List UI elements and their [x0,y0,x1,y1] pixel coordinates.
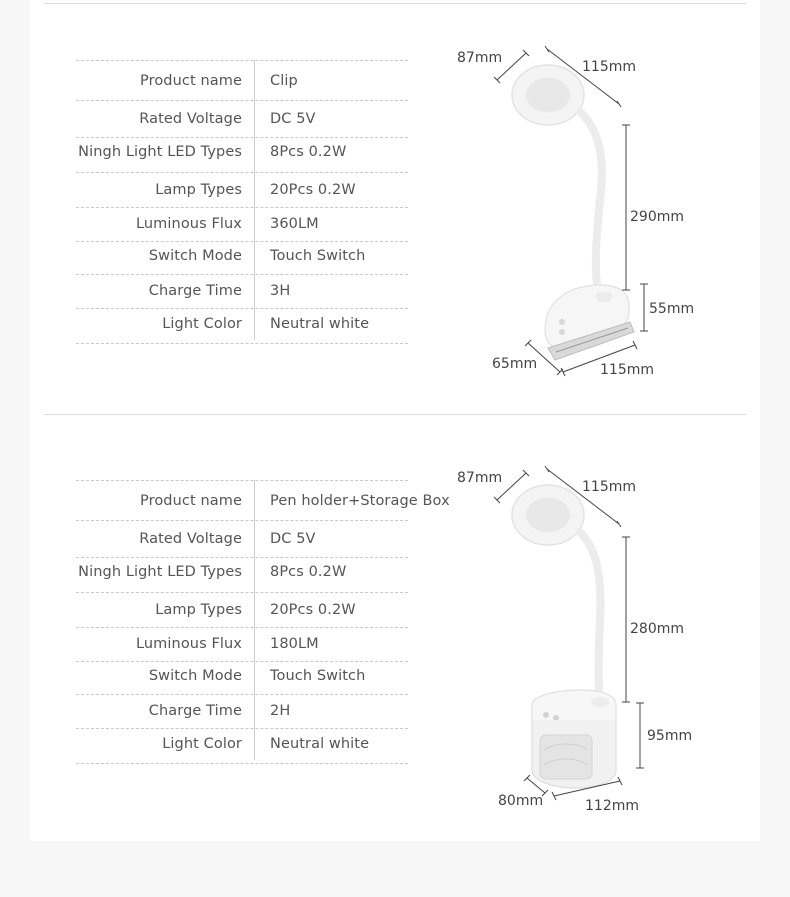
dim-base-height: 55mm [649,301,695,317]
spec-row [76,558,408,593]
spec-label: Ningh Light LED Types [78,144,242,160]
spec-label: Rated Voltage [139,111,242,127]
spec-row [76,275,408,309]
spec-value: Pen holder+Storage Box [270,493,450,509]
storage-drawer [540,735,592,779]
dim-base-width: 112mm [585,798,639,814]
spec-row [76,662,408,695]
spec-label: Product name [140,493,242,509]
spec-label: Switch Mode [148,248,242,264]
touch-button [543,712,549,718]
spec-label: Rated Voltage [139,531,242,547]
spec-row [76,481,450,521]
spec-row [76,695,408,729]
dim-base-depth: 80mm [498,793,544,809]
touch-button [559,319,565,325]
touch-button [559,329,565,335]
lamp-lens [526,78,570,112]
spec-label: Charge Time [148,703,242,719]
gooseneck-arm [580,112,602,290]
spec-label: Lamp Types [155,182,242,198]
spec-label: Charge Time [148,283,242,299]
lamp-lens [526,498,570,532]
spec-value: 360LM [270,216,319,232]
spec-label: Light Color [162,316,242,332]
dim-arm-height: 280mm [630,621,684,637]
spec-table [76,60,408,344]
spec-value: Clip [270,73,298,89]
spec-value: 8Pcs 0.2W [270,564,347,580]
spec-row [76,61,408,101]
spec-value: 20Pcs 0.2W [270,182,356,198]
spec-table [76,480,450,764]
spec-value: Neutral white [270,316,370,332]
dim-head-depth: 87mm [457,50,503,66]
spec-label: Light Color [162,736,242,752]
spec-value: Touch Switch [270,248,366,264]
spec-label: Lamp Types [155,602,242,618]
spec-value: 20Pcs 0.2W [270,602,356,618]
spec-value: DC 5V [270,531,316,547]
dim-head-depth: 87mm [457,470,503,486]
spec-row [76,729,408,764]
spec-row [76,309,408,344]
spec-label: Luminous Flux [135,216,242,232]
spec-row [76,242,408,275]
gooseneck-arm [580,532,600,705]
dim-base-height: 95mm [647,728,693,744]
pen-holder-lamp-section [0,420,790,830]
spec-label: Luminous Flux [135,636,242,652]
dim-head-width: 115mm [582,479,636,495]
clip-lamp-diagram [440,30,720,390]
spec-value: 3H [270,283,291,299]
spec-row [76,173,408,208]
spec-value: 2H [270,703,291,719]
spec-row [76,138,408,173]
spec-value: 180LM [270,636,319,652]
spec-value: DC 5V [270,111,316,127]
dim-arm-height: 290mm [630,209,684,225]
pen-slot [591,697,609,707]
spec-value: Touch Switch [270,668,366,684]
spec-value: 8Pcs 0.2W [270,144,347,160]
port [596,292,612,302]
spec-label: Ningh Light LED Types [78,564,242,580]
clip-lamp-section [0,0,790,410]
spec-row [76,628,408,662]
table-column-divider [254,60,255,340]
spec-row [76,101,408,138]
spec-value: Neutral white [270,736,370,752]
dim-base-depth: 65mm [492,356,538,372]
middle-divider [44,414,746,415]
spec-row [76,208,408,242]
dim-base-width: 115mm [600,362,654,378]
table-column-divider [254,480,255,760]
spec-label: Product name [140,73,242,89]
dim-head-width: 115mm [582,59,636,75]
pen-holder-lamp-diagram [440,450,720,830]
spec-label: Switch Mode [148,668,242,684]
spec-row [76,593,408,628]
spec-row [76,521,408,558]
